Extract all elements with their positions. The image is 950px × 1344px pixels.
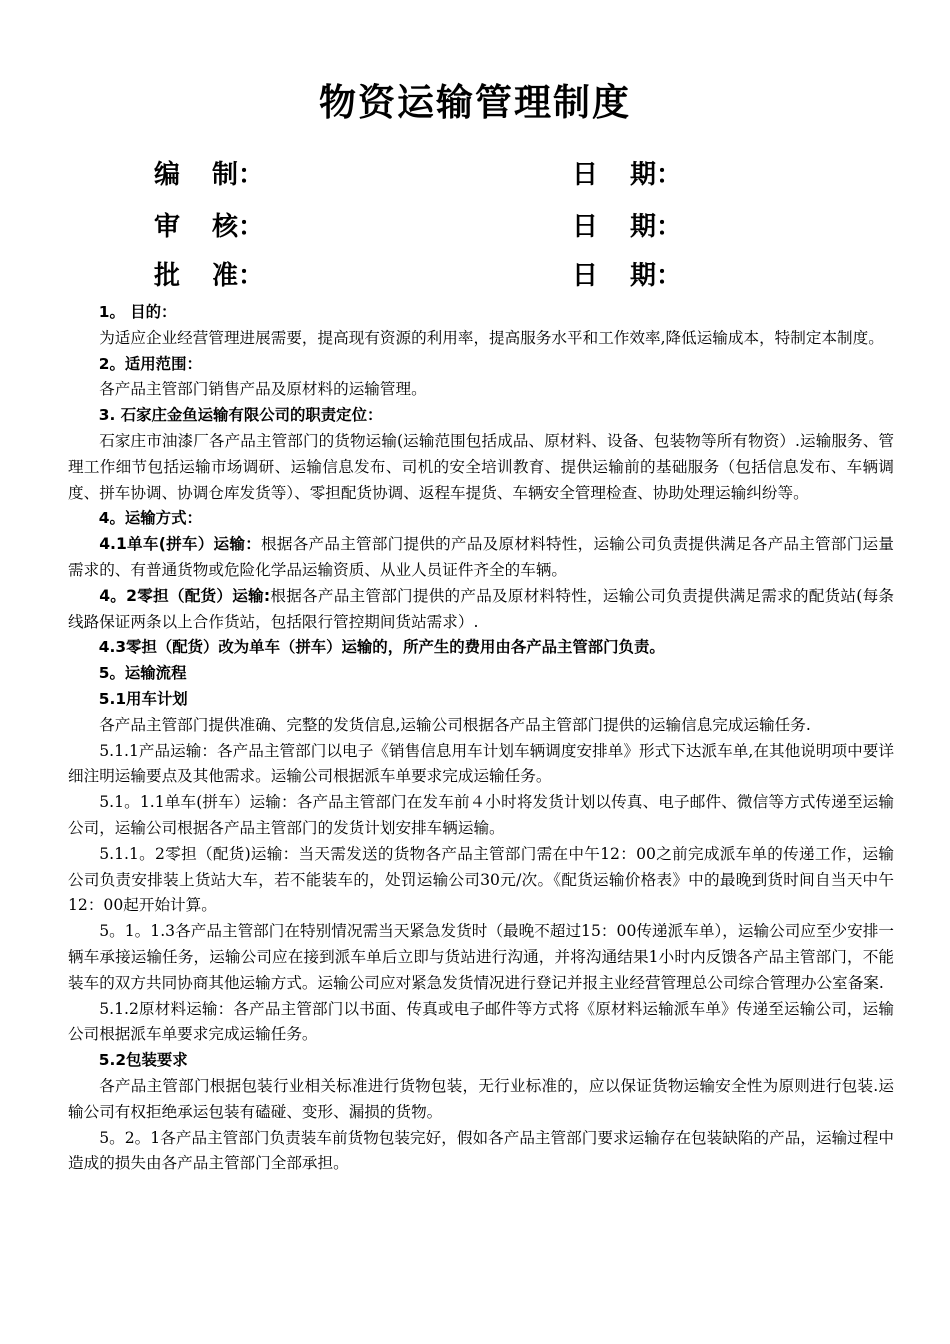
signature-compile-char2: 制： [212, 160, 265, 190]
signature-approve-char1: 批 [154, 261, 181, 291]
date-char2: 期： [630, 212, 683, 242]
section-4-2-text: 根据各产品主管部门提供的产品及原材料特性，运输公司负责提供满足需求的配货站(每条线路保证两条以上合作货站，包括限行管控期间货站需求）. [68, 586, 894, 631]
section-5-1-1-3: 5。1。1.3各产品主管部门在特别情况需当天紧急发货时（最晚不超过15：00传递派车单），运输公司应至少安排一辆车承接运输任务，运输公司应在接到派车单后立即与货站进行沟通，并将沟通结果1小时内反馈各产品主管部门，不能装车的双方共同协商其他运输方式。运输公司应对紧急发货情况进行登记并报主业经营管理总公司综合管理办公室备案. [68, 922, 894, 992]
signature-review-char2: 核： [212, 212, 265, 242]
signature-compile-date [572, 158, 682, 192]
section-2-text: 各产品主管部门销售产品及原材料的运输管理。 [99, 380, 427, 399]
section-2-heading: 2。适用范围： [98, 354, 202, 373]
section-5-2-1: 5。2。1各产品主管部门负责装车前货物包装完好，假如各产品主管部门要求运输存在包装缺陷的产品，运输过程中造成的损失由各产品主管部门全部承担。 [68, 1128, 894, 1173]
date-char2: 期： [630, 160, 683, 190]
section-4-2 [68, 584, 894, 636]
date-char2: 期： [630, 261, 683, 291]
section-5-1-text: 各产品主管部门提供准确、完整的发货信息,运输公司根据各产品主管部门提供的运输信息完成运输任务. [99, 715, 811, 734]
section-3-heading: 3. 石家庄金鱼运输有限公司的职责定位： [98, 406, 383, 425]
signature-review [154, 210, 264, 244]
section-3-text: 石家庄市油漆厂各产品主管部门的货物运输(运输范围包括成品、原材料、设备、包装物等所有物资）.运输服务、管理工作细节包括运输市场调研、运输信息发布、司机的安全培训教育、提供运输前的基础服务（包括信息发布、车辆调度、拼车协调、协调仓库发货等）、零担配货协调、返程车提货、车辆安全管理检查、协助处理运输纠纷等。 [68, 431, 894, 502]
signature-compile [154, 158, 264, 192]
date-char1: 日 [572, 261, 599, 291]
document-body [68, 300, 894, 1177]
section-4-heading: 4。运输方式： [98, 509, 202, 528]
section-5-1-2: 5.1.2原材料运输：各产品主管部门以书面、传真或电子邮件等方式将《原材料运输派车单》传递至运输公司，运输公司根据派车单要求完成运输任务。 [68, 999, 894, 1044]
section-1-heading: 1。 目的： [98, 303, 177, 321]
section-5-1-1: 5.1.1产品运输：各产品主管部门以电子《销售信息用车计划车辆调度安排单》形式下达派车单,在其他说明项中要详细注明运输要点及其他需求。运输公司根据派车单要求完成运输任务。 [68, 741, 894, 786]
signature-approve-char2: 准： [212, 261, 265, 291]
signature-approve-date [572, 259, 682, 293]
section-4-3: 4.3零担（配货）改为单车（拼车）运输的，所产生的费用由各产品主管部门负责。 [98, 638, 665, 657]
signature-review-date [572, 210, 682, 244]
section-5-1-1-2: 5.1.1。2零担（配货)运输：当天需发送的货物各产品主管部门需在中午12：00之前完成派车单的传递工作，运输公司负责安排装上货站大车，若不能装车的，处罚运输公司30元/次。《配货运输价格表》中的最晚到货时间自当天中午12：00起开始计算。 [68, 844, 894, 915]
date-char1: 日 [572, 160, 599, 190]
signature-review-char1: 审 [154, 212, 181, 242]
section-4-1 [68, 532, 894, 584]
signature-compile-char1: 编 [154, 160, 181, 190]
section-4-1-lead: 4.1单车(拼车）运输： [99, 535, 262, 554]
section-4-2-lead: 4。2零担（配货）运输: [99, 586, 271, 605]
document-title: 物资运输管理制度 [319, 81, 631, 124]
section-5-1-1-1: 5.1。1.1单车(拼车）运输：各产品主管部门在发车前４小时将发货计划以传真、电子邮件、微信等方式传递至运输公司，运输公司根据各产品主管部门的发货计划安排车辆运输。 [68, 793, 894, 837]
signature-approve [154, 259, 264, 293]
section-4-1-text: 根据各产品主管部门提供的产品及原材料特性，运输公司负责提供满足各产品主管部门运量需求的、有普通货物或危险化学品运输资质、从业人员证件齐全的车辆。 [68, 535, 894, 579]
section-5-2-text: 各产品主管部门根据包装行业相关标准进行货物包装，无行业标准的，应以保证货物运输安全性为原则进行包装.运输公司有权拒绝承运包装有磕碰、变形、漏损的货物。 [68, 1076, 894, 1121]
section-5-heading: 5。运输流程 [98, 664, 187, 683]
section-1-text: 为适应企业经营管理进展需要，提高现有资源的利用率，提高服务水平和工作效率,降低运输成本，特制定本制度。 [99, 328, 884, 347]
section-5-2-heading: 5.2包装要求 [98, 1051, 188, 1070]
section-5-1-heading: 5.1用车计划 [98, 689, 188, 708]
date-char1: 日 [572, 212, 599, 242]
